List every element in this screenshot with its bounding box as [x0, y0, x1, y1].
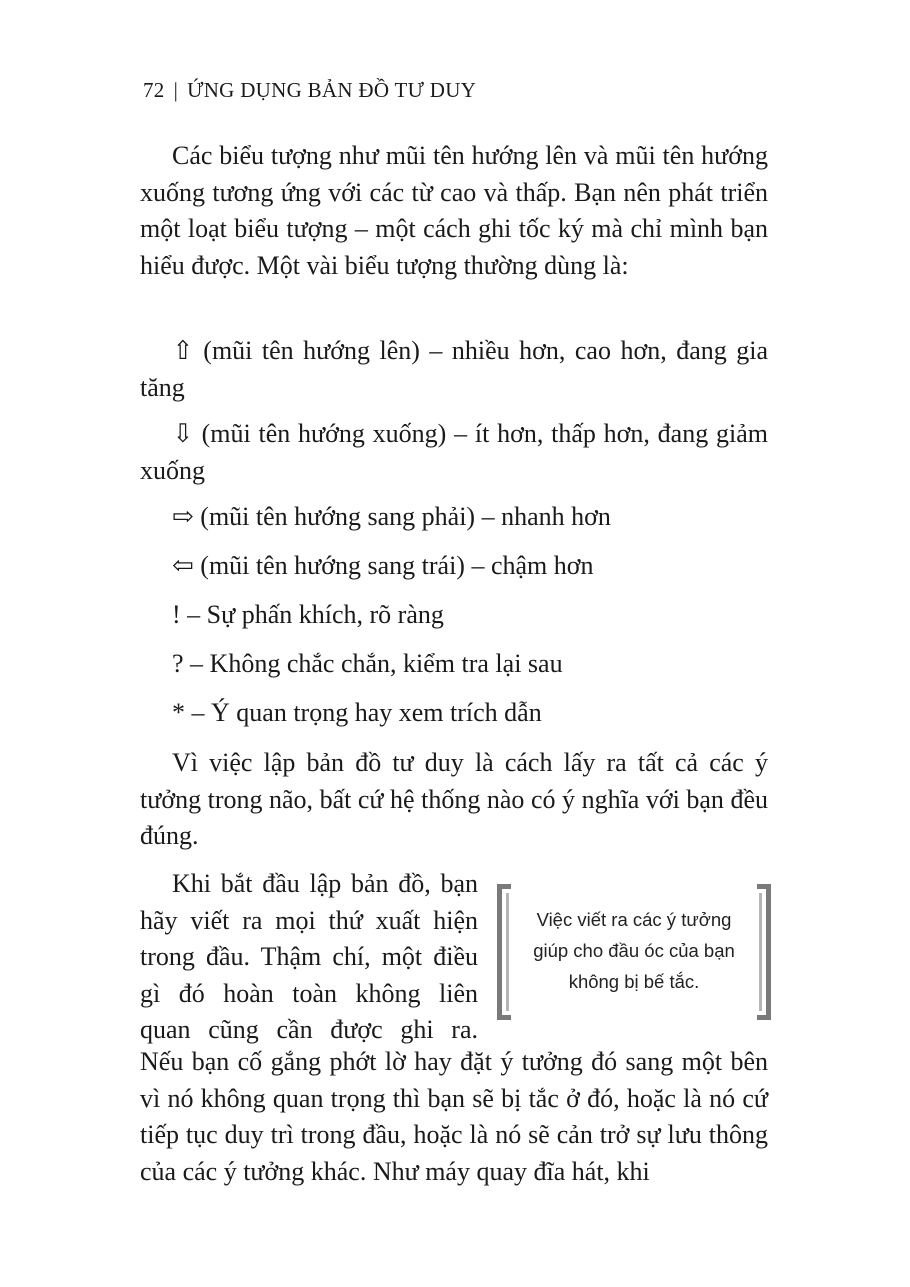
paragraph-line: quan cũng cần được ghi ra.: [140, 1015, 478, 1044]
symbol-item-asterisk: [172, 695, 542, 732]
paragraph-line: gì đó hoàn toàn không liên: [140, 978, 478, 1008]
header-separator: |: [173, 78, 179, 102]
asterisk-icon: *: [172, 698, 185, 727]
symbol-item-left: [172, 548, 594, 585]
down-arrow-icon: ⇩: [172, 419, 194, 448]
left-arrow-icon: ⇦: [172, 551, 194, 580]
symbol-item-up: [140, 333, 768, 406]
paragraph-any-system: Vì việc lập bản đồ tư duy là cách lấy ra tất cả các ý tưởng trong não, bất cứ hệ thống nào có ý nghĩa với bạn đều đúng.: [140, 748, 768, 850]
page-number: 72: [143, 78, 165, 102]
paragraph-line: Khi bắt đầu lập bản đồ, bạn: [172, 869, 478, 898]
paragraph-symbols-intro: Các biểu tượng như mũi tên hướng lên và mũi tên hướng xuống tương ứng với các từ cao và thấp. Bạn nên phát triển một loạt biểu tượng – một cách ghi tốc ký mà chỉ mình bạn hiểu được. Một vài biểu tượng thường dùng là:: [140, 141, 768, 280]
symbol-item-exclamation: [172, 597, 444, 634]
symbol-description: – Không chắc chắn, kiểm tra lại sau: [190, 649, 563, 678]
symbol-description: – Ý quan trọng hay xem trích dẫn: [191, 698, 542, 727]
running-header: [143, 78, 476, 103]
symbol-item-right: [172, 499, 611, 536]
left-bracket-decoration: [497, 884, 511, 1020]
symbol-item-down: [140, 416, 768, 489]
question-mark-icon: ?: [172, 649, 184, 678]
symbol-description: (mũi tên hướng sang trái) – chậm hơn: [200, 551, 594, 580]
right-arrow-icon: ⇨: [172, 502, 194, 531]
right-bracket-decoration: [757, 884, 771, 1020]
symbol-description: (mũi tên hướng sang phải) – nhanh hơn: [200, 502, 611, 531]
symbol-description: (mũi tên hướng xuống) – ít hơn, thấp hơn, đang giảm xuống: [140, 419, 768, 485]
up-arrow-icon: ⇧: [172, 336, 194, 365]
pull-quote-box: [497, 884, 771, 1020]
paragraph-line: hãy viết ra mọi thứ xuất hiện: [140, 905, 478, 935]
exclamation-icon: !: [172, 600, 181, 629]
book-title: ỨNG DỤNG BẢN ĐỒ TƯ DUY: [187, 78, 477, 102]
paragraph-continuation: Nếu bạn cố gắng phớt lờ hay đặt ý tưởng đó sang một bên vì nó không quan trọng thì bạn sẽ bị tắc ở đó, hoặc là nó cứ tiếp tục duy trì trong đầu, hoặc là nó sẽ cản trở sự lưu thông của các ý tưởng khác. Như máy quay đĩa hát, khi: [140, 1047, 768, 1186]
pull-quote-text: Việc viết ra các ý tưởng giúp cho đầu óc của bạn không bị bế tắc.: [533, 909, 735, 992]
paragraph-line: trong đầu. Thậm chí, một điều: [140, 942, 478, 971]
symbol-description: (mũi tên hướng lên) – nhiều hơn, cao hơn, đang gia tăng: [140, 336, 769, 402]
symbol-description: – Sự phấn khích, rõ ràng: [187, 600, 444, 629]
symbol-item-question: [172, 646, 563, 683]
